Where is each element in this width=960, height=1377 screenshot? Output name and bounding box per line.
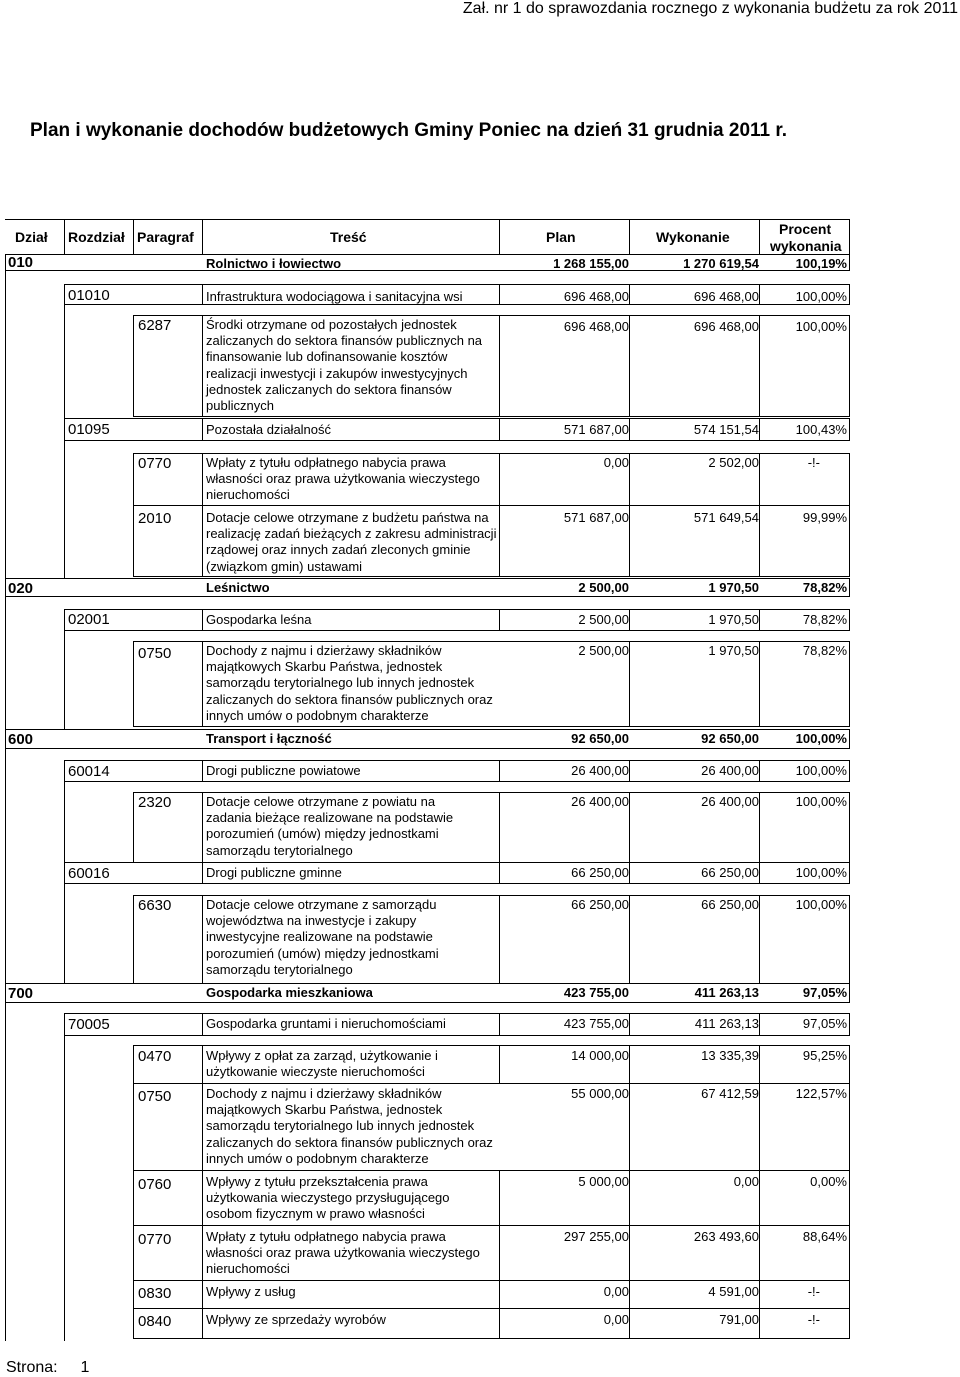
row-name: Wpłaty z tytułu odpłatnego nabycia prawa własności oraz prawa użytkowania wieczystego nieruchomości — [206, 1229, 480, 1277]
grid-line — [849, 284, 850, 304]
grid-line — [64, 760, 65, 983]
row-procent: 100,00% — [795, 289, 847, 304]
page-footer — [6, 1359, 89, 1377]
row-procent: 100,00% — [795, 897, 847, 912]
row-name: Rolnictwo i łowiectwo — [206, 256, 342, 271]
row-procent: 88,64% — [802, 1229, 847, 1244]
row-plan: 696 468,00 — [563, 289, 629, 304]
row-procent: 99,99% — [802, 510, 847, 525]
grid-line — [849, 729, 850, 748]
grid-line — [5, 983, 850, 984]
paragraf-code: 0840 — [138, 1313, 172, 1330]
grid-line — [499, 453, 500, 576]
grid-line — [64, 418, 65, 578]
grid-line — [133, 1045, 850, 1046]
row-wykonanie: 67 412,59 — [701, 1086, 759, 1101]
grid-line — [64, 284, 850, 285]
grid-line — [849, 315, 850, 416]
grid-line — [64, 760, 850, 761]
row-plan: 0,00 — [603, 1284, 629, 1299]
grid-line — [629, 895, 630, 983]
paragraf-code: 0750 — [138, 645, 172, 662]
rozdzial-code: 70005 — [68, 1016, 110, 1033]
row-plan: 66 250,00 — [571, 865, 629, 880]
grid-line — [849, 641, 850, 726]
grid-line — [759, 895, 760, 983]
page-number: 1 — [80, 1359, 90, 1376]
row-wykonanie: 1 970,50 — [708, 580, 759, 595]
header-plan: Plan — [546, 229, 576, 245]
row-procent: 100,00% — [795, 865, 847, 880]
row-name: Dotacje celowe otrzymane z samorządu województwa na inwestycje i zakupy inwestycyjne realizowane na podstawie porozumień (umów) między jednostkami samorządu terytorialnego — [206, 897, 439, 977]
grid-line — [629, 1045, 630, 1338]
row-plan: 66 250,00 — [571, 897, 629, 912]
row-plan: 92 650,00 — [571, 731, 629, 746]
grid-line — [133, 792, 134, 862]
paragraf-code: 0750 — [138, 1088, 172, 1105]
grid-line — [133, 315, 850, 316]
grid-line — [202, 609, 203, 630]
row-plan: 0,00 — [603, 455, 629, 470]
grid-line — [202, 760, 203, 781]
dzial-code: 020 — [8, 580, 34, 597]
row-plan: 2 500,00 — [578, 643, 629, 658]
paragraf-code: 6287 — [138, 317, 172, 334]
row-wykonanie: 696 468,00 — [693, 289, 759, 304]
row-name: Transport i łączność — [206, 731, 332, 746]
grid-line — [629, 284, 630, 304]
grid-line — [133, 576, 850, 577]
grid-line — [64, 609, 850, 610]
row-wykonanie: 92 650,00 — [701, 731, 759, 746]
grid-line — [133, 1338, 850, 1339]
grid-line — [849, 792, 850, 862]
row-procent: 100,00% — [795, 731, 847, 746]
grid-line — [202, 1045, 203, 1338]
row-wykonanie: 26 400,00 — [701, 794, 759, 809]
row-procent: 100,43% — [795, 422, 847, 437]
row-plan: 55 000,00 — [571, 1086, 629, 1101]
rozdzial-code: 60014 — [68, 763, 110, 780]
paragraf-code: 0770 — [138, 1231, 172, 1248]
row-wykonanie: 571 649,54 — [693, 510, 759, 525]
paragraf-code: 2320 — [138, 794, 172, 811]
row-name: Dotacje celowe otrzymane z budżetu państwa na realizację zadań bieżących z zakresu administracji rządowej oraz innych zadań zleconych gminie (związkom gmin) ustawami — [206, 510, 497, 574]
grid-line — [849, 578, 850, 596]
grid-line — [64, 1013, 65, 1341]
row-wykonanie: 696 468,00 — [693, 319, 759, 334]
grid-line — [759, 609, 760, 630]
row-name: Gospodarka gruntami i nieruchomościami — [206, 1016, 446, 1031]
paragraf-code: 0470 — [138, 1048, 172, 1065]
grid-line — [133, 219, 134, 254]
row-procent: 95,25% — [802, 1048, 847, 1063]
row-plan: 2 500,00 — [578, 580, 629, 595]
row-procent: 97,05% — [802, 985, 847, 1000]
paragraf-code: 6630 — [138, 897, 172, 914]
grid-line — [499, 609, 500, 630]
grid-line — [759, 1013, 760, 1035]
row-name: Gospodarka mieszkaniowa — [206, 985, 373, 1000]
rozdzial-code: 02001 — [68, 611, 110, 628]
grid-line — [5, 578, 850, 579]
grid-line — [133, 315, 134, 416]
grid-line — [629, 609, 630, 630]
grid-line — [133, 416, 850, 417]
grid-line — [849, 1045, 850, 1338]
row-wykonanie: 13 335,39 — [701, 1048, 759, 1063]
row-name: Wpływy z usług — [206, 1284, 296, 1299]
row-wykonanie: 1 970,50 — [708, 612, 759, 627]
row-wykonanie: 411 263,13 — [694, 1016, 759, 1031]
grid-line — [64, 862, 850, 863]
document-subtitle: Zał. nr 1 do sprawozdania rocznego z wykonania budżetu za rok 2011 — [462, 0, 958, 17]
row-wykonanie: 4 591,00 — [708, 1284, 759, 1299]
row-wykonanie: 574 151,54 — [693, 422, 759, 437]
grid-line — [499, 895, 500, 983]
row-name: Dotacje celowe otrzymane z powiatu na zadania bieżące realizowane na podstawie porozumień (umów) między jednostkami samorządu terytorialnego — [206, 794, 454, 858]
row-procent: -!- — [807, 1312, 820, 1327]
row-plan: 571 687,00 — [563, 422, 629, 437]
row-plan: 696 468,00 — [563, 319, 629, 334]
grid-line — [5, 219, 850, 220]
grid-line — [133, 1045, 134, 1338]
row-procent: 0,00% — [810, 1174, 847, 1189]
grid-line — [133, 505, 850, 506]
grid-line — [133, 792, 850, 793]
grid-line — [202, 862, 203, 883]
grid-line — [133, 895, 850, 896]
grid-line — [499, 760, 500, 781]
grid-line — [64, 630, 850, 631]
row-wykonanie: 411 263,13 — [694, 985, 759, 1000]
grid-line — [759, 418, 760, 440]
row-plan: 423 755,00 — [563, 1016, 629, 1031]
grid-line — [133, 1083, 850, 1084]
paragraf-code: 0830 — [138, 1285, 172, 1302]
row-procent: 78,82% — [802, 580, 847, 595]
grid-line — [64, 304, 850, 305]
grid-line — [133, 641, 850, 642]
grid-line — [499, 418, 500, 440]
header-tresc: Treść — [330, 229, 367, 245]
row-procent: 100,00% — [795, 794, 847, 809]
grid-line — [64, 883, 850, 884]
grid-line — [5, 1002, 850, 1003]
row-wykonanie: 26 400,00 — [701, 763, 759, 778]
row-plan: 26 400,00 — [571, 763, 629, 778]
grid-line — [133, 453, 134, 576]
row-wykonanie: 791,00 — [719, 1312, 759, 1327]
row-name: Dochody z najmu i dzierżawy składników majątkowych Skarbu Państwa, jednostek samorządu terytorialnego lub innych jednostek zaliczanych do sektora finansów publicznych oraz innych umów o podobnym charakterze — [206, 1086, 493, 1166]
grid-line — [64, 418, 850, 419]
row-plan: 423 755,00 — [563, 985, 629, 1000]
row-plan: 2 500,00 — [578, 612, 629, 627]
row-procent: 100,19% — [795, 256, 847, 271]
grid-line — [629, 315, 630, 416]
row-name: Drogi publiczne gminne — [206, 865, 342, 880]
row-name: Gospodarka leśna — [206, 612, 312, 627]
grid-line — [759, 1045, 760, 1338]
grid-line — [64, 1035, 850, 1036]
row-plan: 0,00 — [603, 1312, 629, 1327]
row-name: Wpływy z opłat za zarząd, użytkowanie i użytkowanie wieczyste nieruchomości — [206, 1048, 438, 1080]
header-wykonanie: Wykonanie — [656, 229, 730, 245]
row-plan: 5 000,00 — [578, 1174, 629, 1189]
grid-line — [133, 726, 850, 727]
grid-line — [499, 1013, 500, 1035]
grid-line — [133, 641, 134, 726]
grid-line — [849, 983, 850, 1002]
row-procent: 122,57% — [795, 1086, 847, 1101]
rozdzial-code: 01095 — [68, 421, 110, 438]
row-plan: 26 400,00 — [571, 794, 629, 809]
row-name: Dochody z najmu i dzierżawy składników majątkowych Skarbu Państwa, jednostek samorządu terytorialnego lub innych jednostek zaliczanych do sektora finansów publicznych oraz innych umów o podobnym charakterze — [206, 643, 493, 723]
grid-line — [849, 862, 850, 883]
grid-line — [629, 418, 630, 440]
grid-line — [759, 641, 760, 726]
grid-line — [202, 792, 203, 862]
row-name: Wpływy ze sprzedaży wyrobów — [206, 1312, 386, 1327]
grid-line — [133, 1308, 850, 1309]
grid-line — [849, 895, 850, 983]
row-wykonanie: 0,00 — [733, 1174, 759, 1189]
grid-line — [202, 418, 203, 440]
row-wykonanie: 66 250,00 — [701, 865, 759, 880]
row-name: Wpłaty z tytułu odpłatnego nabycia prawa własności oraz prawa użytkowania wieczystego nieruchomości — [206, 455, 480, 503]
grid-line — [202, 284, 203, 304]
header-paragraf: Paragraf — [137, 229, 194, 245]
grid-line — [133, 895, 134, 983]
grid-line — [629, 453, 630, 576]
row-wykonanie: 2 502,00 — [708, 455, 759, 470]
grid-line — [849, 219, 850, 270]
grid-line — [849, 760, 850, 781]
rozdzial-code: 01010 — [68, 287, 110, 304]
row-name: Leśnictwo — [206, 580, 270, 595]
page-title: Plan i wykonanie dochodów budżetowych Gminy Poniec na dzień 31 grudnia 2011 r. — [30, 120, 788, 141]
grid-line — [5, 748, 850, 749]
grid-line — [499, 862, 500, 883]
row-plan: 1 268 155,00 — [553, 256, 629, 271]
row-plan: 571 687,00 — [563, 510, 629, 525]
row-wykonanie: 1 270 619,54 — [683, 256, 759, 271]
row-wykonanie: 263 493,60 — [693, 1229, 759, 1244]
grid-line — [64, 440, 850, 441]
grid-line — [133, 453, 850, 454]
grid-line — [133, 1280, 850, 1281]
grid-line — [202, 895, 203, 983]
grid-line — [202, 315, 203, 416]
grid-line — [849, 453, 850, 576]
grid-line — [499, 792, 500, 862]
grid-line — [629, 1013, 630, 1035]
header-wykonania: wykonania — [770, 238, 842, 254]
row-name: Drogi publiczne powiatowe — [206, 763, 361, 778]
row-plan: 297 255,00 — [563, 1229, 629, 1244]
row-plan: 14 000,00 — [571, 1048, 629, 1063]
grid-line — [849, 418, 850, 440]
grid-line — [202, 219, 203, 254]
grid-line — [849, 609, 850, 630]
grid-line — [133, 1225, 850, 1226]
row-procent: 78,82% — [802, 643, 847, 658]
grid-line — [629, 862, 630, 883]
grid-line — [849, 1013, 850, 1035]
grid-line — [133, 1170, 850, 1171]
grid-line — [5, 254, 6, 1341]
grid-line — [202, 453, 203, 576]
grid-line — [629, 760, 630, 781]
grid-line — [759, 862, 760, 883]
row-name: Infrastruktura wodociągowa i sanitacyjna wsi — [206, 289, 463, 304]
grid-line — [64, 1013, 850, 1014]
grid-line — [64, 609, 65, 729]
grid-line — [64, 219, 65, 254]
header-dzial: Dział — [15, 229, 48, 245]
grid-line — [499, 315, 500, 416]
row-wykonanie: 66 250,00 — [701, 897, 759, 912]
header-procent: Procent — [779, 221, 832, 237]
dzial-code: 600 — [8, 731, 34, 748]
grid-line — [202, 641, 203, 726]
grid-line — [629, 792, 630, 862]
row-name: Wpływy z tytułu przekształcenia prawa użytkowania wieczystego przysługującego osobom fizycznym w prawo własności — [206, 1174, 450, 1222]
grid-line — [759, 760, 760, 781]
grid-line — [499, 284, 500, 304]
row-wykonanie: 1 970,50 — [708, 643, 759, 658]
paragraf-code: 2010 — [138, 510, 172, 527]
rozdzial-code: 60016 — [68, 865, 110, 882]
row-name: Pozostała działalność — [206, 422, 332, 437]
footer-label: Strona: — [6, 1359, 58, 1376]
grid-line — [64, 284, 65, 418]
row-procent: -!- — [807, 1284, 820, 1299]
grid-line — [759, 792, 760, 862]
grid-line — [5, 729, 850, 730]
dzial-code: 010 — [8, 254, 34, 271]
row-procent: 97,05% — [802, 1016, 847, 1031]
row-procent: 100,00% — [795, 763, 847, 778]
grid-line — [202, 1013, 203, 1035]
grid-line — [64, 781, 850, 782]
grid-line — [629, 641, 630, 726]
dzial-code: 700 — [8, 985, 34, 1002]
row-procent: -!- — [807, 455, 820, 470]
grid-line — [629, 219, 630, 254]
row-procent: 100,00% — [795, 319, 847, 334]
grid-line — [759, 284, 760, 304]
grid-line — [759, 315, 760, 416]
row-procent: 78,82% — [802, 612, 847, 627]
paragraf-code: 0760 — [138, 1176, 172, 1193]
grid-line — [499, 1170, 500, 1338]
header-rozdzial: Rozdział — [68, 229, 125, 245]
grid-line — [499, 1045, 500, 1083]
grid-line — [759, 453, 760, 576]
grid-line — [759, 219, 760, 254]
row-name: Środki otrzymane od pozostałych jednostek zaliczanych do sektora finansów publicznych na finansowanie lub dofinansowanie kosztów realizacji inwestycji i zakupów inwestycyjnych jednostek zaliczanych do sektora finansów publicznych — [206, 317, 483, 414]
grid-line — [499, 219, 500, 254]
grid-line — [5, 254, 850, 255]
paragraf-code: 0770 — [138, 455, 172, 472]
